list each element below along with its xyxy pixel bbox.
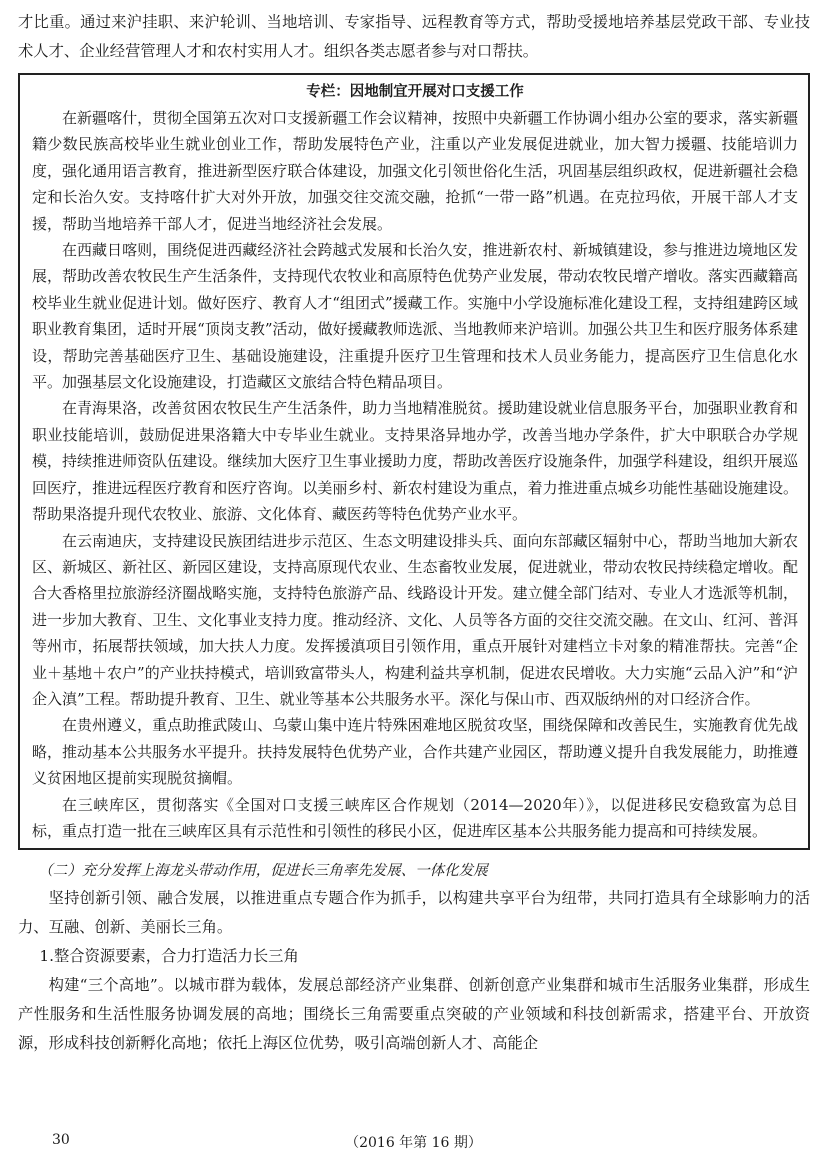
- box-paragraph-qinghai: 在青海果洛，改善贫困农牧民生产生活条件，助力当地精准脱贫。援助建设就业信息服务平台，加强职业教育和职业技能培训，鼓励促进果洛籍大中专毕业生就业。支持果洛异地办学，改善当地办学条件，扩大中职联合办学规模，持续推进师资队伍建设。继续加大医疗卫生事业援助力度，帮助改善医疗设施条件，加强学科建设，组织开展巡回医疗，推进远程医疗教育和医疗咨询。以美丽乡村、新农村建设为重点，着力推进重点城乡功能性基础设施建设。帮助果洛提升现代农牧业、旅游、文化体育、藏医药等特色优势产业水平。: [32, 399, 798, 524]
- box-paragraph-xinjiang: 在新疆喀什，贯彻全国第五次对口支援新疆工作会议精神，按照中央新疆工作协调小组办公室的要求，落实新疆籍少数民族高校毕业生就业创业工作，帮助发展特色产业，注重以产业发展促进就业，加大智力援疆、技能培训力度，强化通用语言教育，推进新型医疗联合体建设，加强文化引领世俗化生活，巩固基层组织政权，促进新疆社会稳定和长治久安。支持喀什扩大对外开放，加强交往交流交融，抢抓“一带一路”机遇。在克拉玛依，开展干部人才支援，帮助当地培养干部人才，促进当地经济社会发展。: [32, 109, 798, 233]
- box-paragraph-yunnan: 在云南迪庆，支持建设民族团结进步示范区、生态文明建设排头兵、面向东部藏区辐射中心，帮助当地加大新农区、新城区、新社区、新园区建设，支持高原现代农业、生态畜牧业发展，促进就业，带动农牧民持续稳定增收。配合大香格里拉旅游经济圈战略实施，支持特色旅游产品、线路设计开发。建立健全部门结对、专业人才选派等机制，进一步加大教育、卫生、文化事业支持力度。推动经济、文化、人员等各方面的交往交流交融。在文山、红河、普洱等州市，拓展帮扶领域，加大扶人力度。发挥援滇项目引领作用，重点开展针对建档立卡对象的精准帮扶。完善“企业＋基地＋农户”的产业扶持模式，培训致富带头人，构建利益共享机制，促进农民增收。大力实施“云品入沪”和“沪企入滇”工程。帮助提升教育、卫生、就业等基本公共服务水平。深化与保山市、西双版纳州的对口经济合作。: [32, 531, 798, 708]
- special-column-box: [18, 73, 810, 850]
- box-paragraph-three-gorges: 在三峡库区，贯彻落实《全国对口支援三峡库区合作规划（2014—2020年）》，以促进移民安稳致富为总目标，重点打造一批在三峡库区具有示范性和引领性的移民小区，促进库区基本公共服务能力提高和可持续发展。: [32, 795, 798, 840]
- section-heading: （二）充分发挥上海龙头带动作用，促进长三角率先发展、一体化发展: [38, 863, 488, 880]
- box-title: 专栏：因地制宜开展对口支援工作: [306, 84, 524, 100]
- intro-paragraph: 才比重。通过来沪挂职、来沪轮训、当地培训、专家指导、远程教育等方式，帮助受援地培养基层党政干部、专业技术人才、企业经营管理人才和农村实用人才。组织各类志愿者参与对口帮扶。: [18, 13, 810, 60]
- page-footer: [0, 1132, 827, 1156]
- subsection-heading: 1.整合资源要素，合力打造活力长三角: [39, 947, 299, 966]
- page-number: 30: [52, 1132, 70, 1148]
- section-paragraph: 坚持创新引领、融合发展，以推进重点专题合作为抓手，以构建共享平台为纽带，共同打造具有全球影响力的活力、互融、创新、美丽长三角。: [18, 889, 810, 937]
- box-paragraph-guizhou: 在贵州遵义，重点助推武陵山、乌蒙山集中连片特殊困难地区脱贫攻坚，围绕保障和改善民生，实施教育优先战略，推动基本公共服务水平提升。扶持发展特色优势产业，合作共建产业园区，帮助遵义提升自我发展能力，助推遵义贫困地区提前实现脱贫摘帽。: [32, 716, 798, 788]
- box-paragraph-tibet: 在西藏日喀则，围绕促进西藏经济社会跨越式发展和长治久安，推进新农村、新城镇建设，参与推进边境地区发展，帮助改善农牧民生产生活条件，支持现代农牧业和高原特色优势产业发展，带动农牧民增产增收。落实西藏籍高校毕业生就业促进计划。做好医疗、教育人才“组团式”援藏工作。实施中小学设施标准化建设工程，支持组建跨区域职业教育集团，适时开展“顶岗支教”活动，做好援藏教师选派、当地教师来沪培训。加强公共卫生和医疗服务体系建设，帮助完善基础医疗卫生、基础设施建设，注重提升医疗卫生管理和技术人员业务能力，提高医疗卫生信息化水平。加强基层文化设施建设，打造藏区文旅结合特色精品项目。: [32, 241, 798, 392]
- subsection-paragraph: 构建“三个高地”。以城市群为载体，发展总部经济产业集群、创新创意产业集群和城市生活服务业集群，形成生产性服务和生活性服务协调发展的高地；围绕长三角需要重点突破的产业领域和科技创新需求，搭建平台、开放资源，形成科技创新孵化高地；依托上海区位优势，吸引高端创新人才、高能企: [18, 976, 810, 1053]
- document-page: [18, 8, 810, 1058]
- issue-label: （2016 年第 16 期）: [345, 1135, 482, 1151]
